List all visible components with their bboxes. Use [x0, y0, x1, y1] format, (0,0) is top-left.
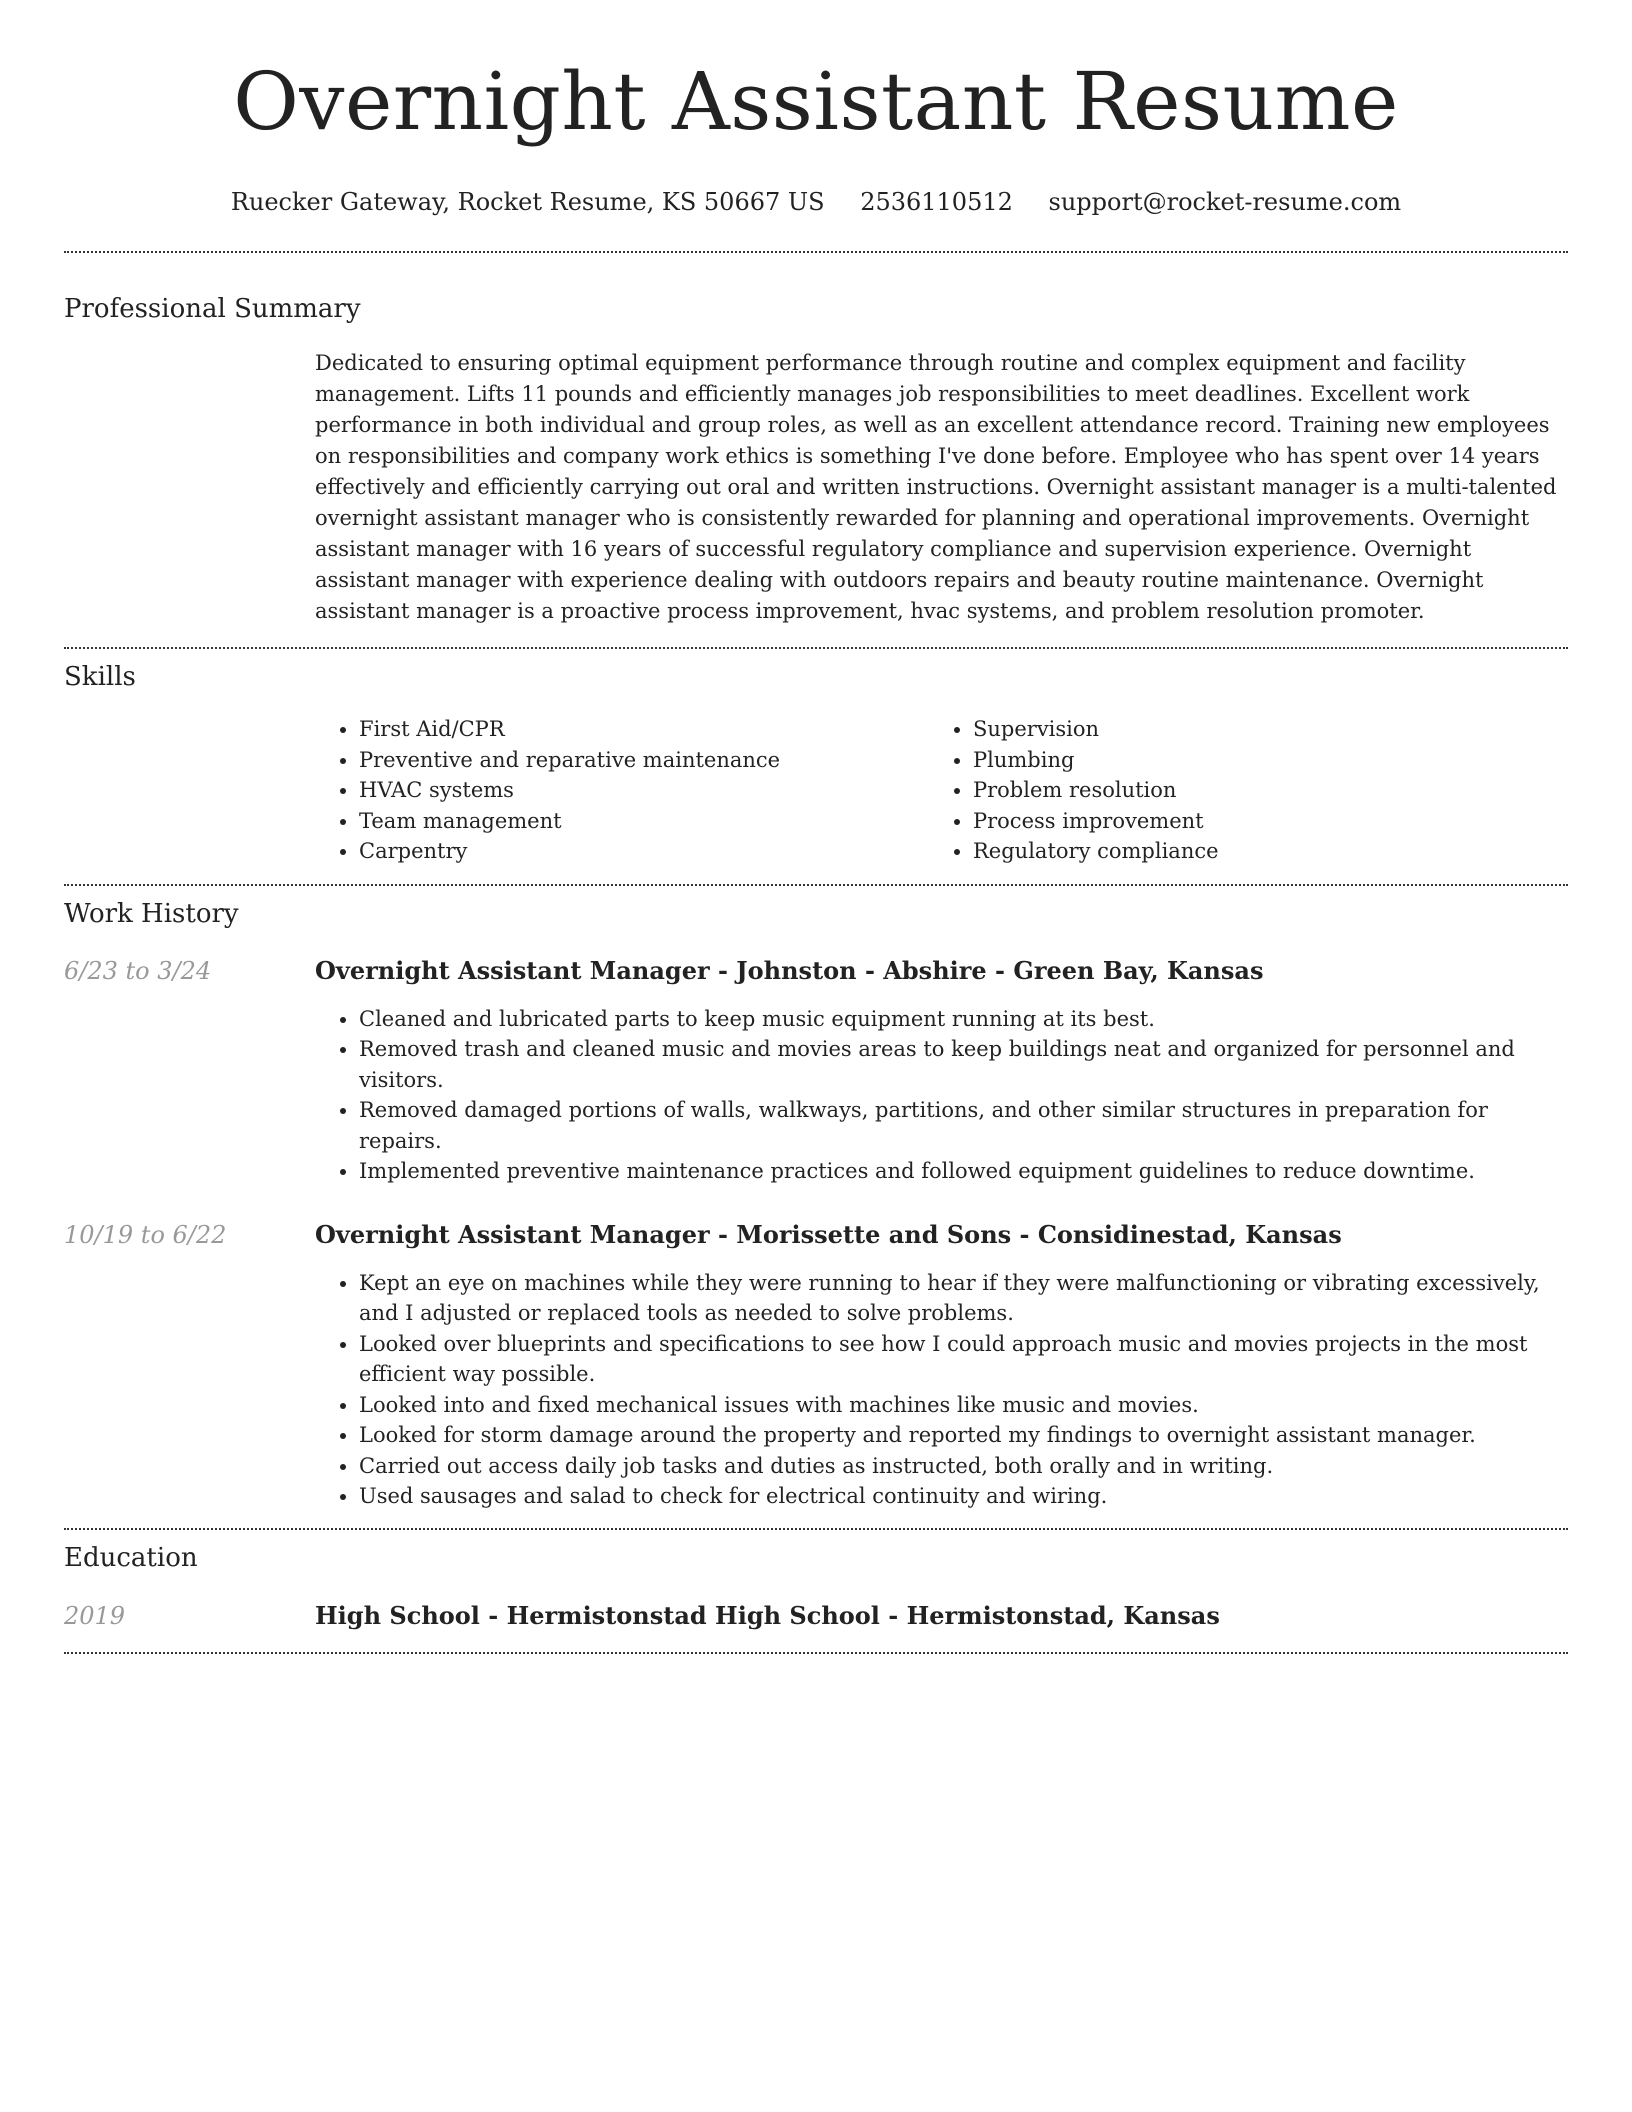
job-bullet: • Used sausages and salad to check for electrical continuity and wiring.	[359, 1481, 1568, 1512]
job-dates: 6/23 to 3/24	[64, 956, 212, 985]
education-title: High School - Hermistonstad High School - Hermistonstad, Kansas	[315, 1600, 1220, 1630]
job-bullet: • Looked into and fixed mechanical issues with machines like music and movies.	[359, 1390, 1568, 1421]
education-entry	[64, 1600, 1568, 1632]
address: Ruecker Gateway, Rocket Resume, KS 50667 US	[230, 188, 825, 216]
skill-item: • HVAC systems	[359, 775, 929, 806]
job-bullet: • Removed trash and cleaned music and movies areas to keep buildings neat and organized for personnel and visitors.	[359, 1034, 1568, 1095]
skill-item: • Regulatory compliance	[973, 836, 1543, 867]
skill-item: • Supervision	[973, 714, 1543, 745]
job-bullets	[315, 1004, 1568, 1187]
job-entry	[64, 1219, 1568, 1512]
job-bullet: • Looked over blueprints and specifications to see how I could approach music and movies projects in the most efficient way possible.	[359, 1329, 1568, 1390]
job-entry	[64, 955, 1568, 1187]
job-title: Overnight Assistant Manager - Johnston - Abshire - Green Bay, Kansas	[315, 955, 1264, 985]
job-bullet: • Removed damaged portions of walls, walkways, partitions, and other similar structures in preparation for repairs.	[359, 1095, 1568, 1156]
divider	[64, 251, 1568, 253]
skills-heading: Skills	[64, 662, 136, 692]
skill-item: • Process improvement	[973, 806, 1543, 837]
divider	[64, 884, 1568, 886]
skills-list-right	[929, 714, 1543, 867]
job-bullet: • Cleaned and lubricated parts to keep music equipment running at its best.	[359, 1004, 1568, 1035]
job-bullet: • Looked for storm damage around the property and reported my findings to overnight assistant manager.	[359, 1420, 1568, 1451]
education-heading: Education	[64, 1542, 198, 1573]
divider	[64, 1652, 1568, 1654]
work-heading: Work History	[64, 898, 239, 929]
skills-section	[64, 714, 1568, 867]
job-bullets	[315, 1268, 1568, 1512]
skill-item: • First Aid/CPR	[359, 714, 929, 745]
skill-item: • Problem resolution	[973, 775, 1543, 806]
job-dates: 10/19 to 6/22	[64, 1220, 227, 1249]
education-year: 2019	[64, 1601, 126, 1630]
skill-item: • Team management	[359, 806, 929, 837]
summary-heading: Professional Summary	[64, 294, 361, 324]
job-bullet: • Carried out access daily job tasks and duties as instructed, both orally and in writing.	[359, 1451, 1568, 1482]
summary-section	[64, 348, 1568, 627]
skill-item: • Carpentry	[359, 836, 929, 867]
divider	[64, 647, 1568, 649]
skills-list-left	[315, 714, 929, 867]
summary-text: Dedicated to ensuring optimal equipment performance through routine and complex equipment and facility management. Lifts 11 pounds and efficiently manages job responsibilities to meet deadlines. Excellent work performance in both individual and group roles, as well as an excellent attendance record. Training new employees on responsibilities and company work ethics is something I've done before. Employee who has spent over 14 years effectively and efficiently carrying out oral and written instructions. Overnight assistant manager is a multi-talented overnight assistant manager who is consistently rewarded for planning and operational improvements. Overnight assistant manager with 16 years of successful regulatory compliance and supervision experience. Overnight assistant manager with experience dealing with outdoors repairs and beauty routine maintenance. Overnight assistant manager is a proactive process improvement, hvac systems, and problem resolution promoter.	[315, 351, 1557, 623]
divider	[64, 1528, 1568, 1530]
resume-page	[64, 0, 1568, 1654]
skill-item: • Plumbing	[973, 745, 1543, 776]
job-title: Overnight Assistant Manager - Morissette and Sons - Considinestad, Kansas	[315, 1219, 1342, 1249]
job-bullet: • Kept an eye on machines while they were running to hear if they were malfunctioning or vibrating excessively, and I adjusted or replaced tools as needed to solve problems.	[359, 1268, 1568, 1329]
job-bullet: • Implemented preventive maintenance practices and followed equipment guidelines to reduce downtime.	[359, 1156, 1568, 1187]
contact-line	[64, 186, 1568, 218]
resume-title: Overnight Assistant Resume	[233, 55, 1399, 148]
skill-item: • Preventive and reparative maintenance	[359, 745, 929, 776]
phone: 2536110512	[860, 188, 1013, 216]
email: support@rocket-resume.com	[1048, 188, 1402, 216]
